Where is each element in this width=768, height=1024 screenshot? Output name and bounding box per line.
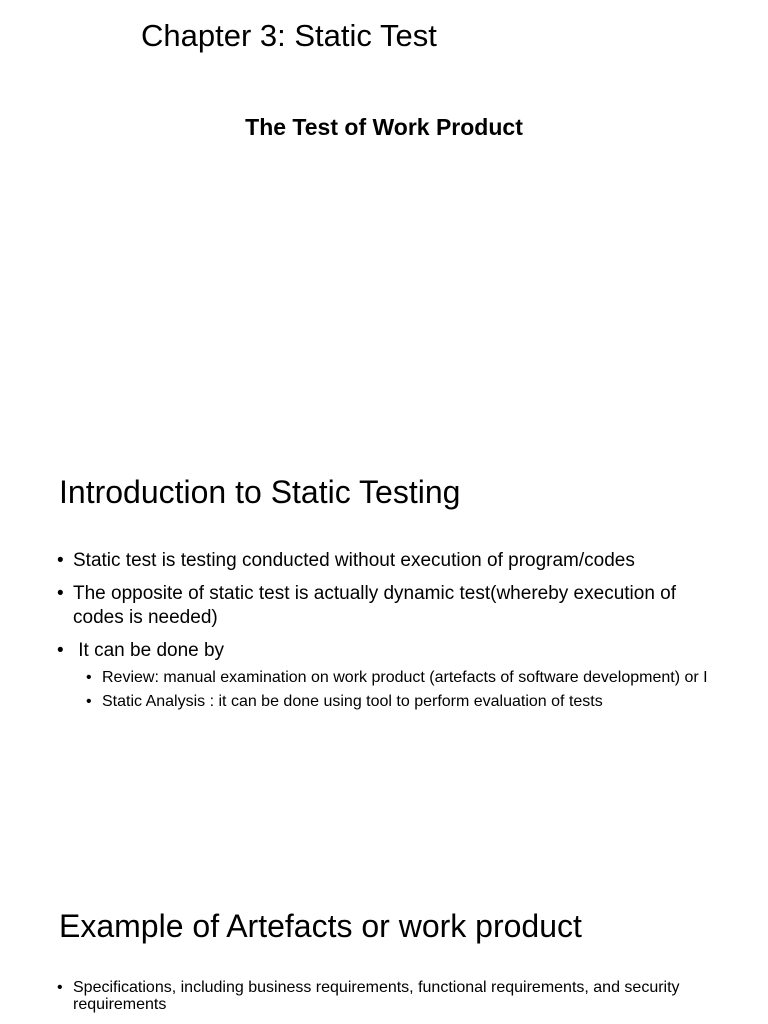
sub-bullet-text: Review: manual examination on work product (artefacts of software development) or I — [102, 669, 708, 686]
bullet-icon: • — [57, 583, 64, 604]
bullet-text: Specifications, including business requirements, functional requirements, and security requirements — [73, 979, 680, 1013]
slide-title: Introduction to Static Testing — [59, 474, 461, 510]
sub-bullet-list — [86, 668, 728, 712]
bullet-list — [57, 979, 728, 1022]
bullet-icon: • — [57, 640, 64, 661]
bullet-text: The opposite of static test is actually dynamic test(whereby execution of codes is needed) — [73, 583, 677, 628]
slide-artefacts — [0, 872, 768, 1024]
bullet-icon: • — [86, 693, 92, 710]
list-item — [57, 979, 728, 1013]
bullet-icon: • — [57, 550, 64, 571]
bullet-text: Static test is testing conducted without execution of program/codes — [73, 550, 635, 571]
bullet-icon: • — [86, 669, 92, 686]
slide-introduction — [0, 440, 768, 872]
sub-list-item — [86, 692, 728, 712]
chapter-title: Chapter 3: Static Test — [141, 18, 437, 53]
bullet-icon: • — [57, 979, 63, 996]
sub-bullet-text: Static Analysis : it can be done using tool to perform evaluation of tests — [102, 693, 603, 710]
chapter-subtitle: The Test of Work Product — [245, 114, 523, 140]
slide-title: Example of Artefacts or work product — [59, 908, 582, 944]
list-item — [57, 582, 728, 630]
bullet-list — [57, 549, 728, 721]
bullet-text: It can be done by — [73, 640, 225, 661]
list-item — [57, 639, 728, 712]
sub-list-item — [86, 668, 728, 688]
slide-chapter-title — [0, 0, 768, 440]
list-item — [57, 549, 728, 573]
